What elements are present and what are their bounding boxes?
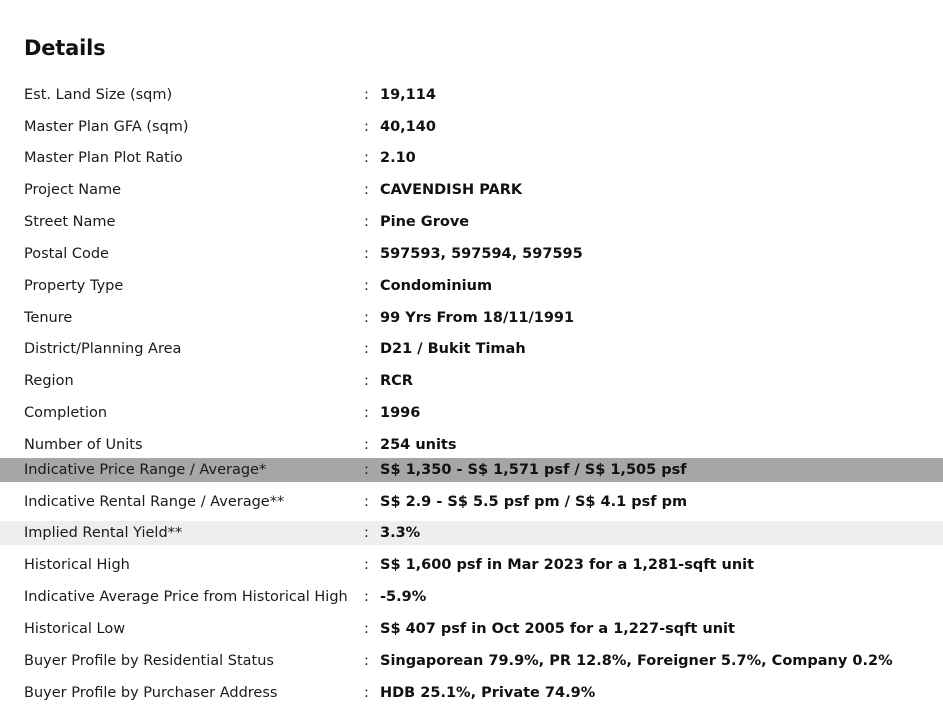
table-row xyxy=(0,585,943,609)
row-separator: : xyxy=(364,182,369,198)
table-row xyxy=(0,649,943,673)
row-separator: : xyxy=(364,685,369,701)
row-separator: : xyxy=(364,525,369,541)
row-value: Condominium xyxy=(380,278,493,294)
row-separator: : xyxy=(364,246,369,262)
row-label: Historical Low xyxy=(24,621,126,637)
table-row xyxy=(0,306,943,330)
row-value: 40,140 xyxy=(380,119,436,135)
table-row xyxy=(0,681,943,705)
row-separator: : xyxy=(364,119,369,135)
row-separator: : xyxy=(364,150,369,166)
row-separator: : xyxy=(364,87,369,103)
row-value: 597593, 597594, 597595 xyxy=(380,246,583,262)
row-label: Number of Units xyxy=(24,437,143,453)
row-value: 1996 xyxy=(380,405,421,421)
table-row xyxy=(0,242,943,266)
row-label: Tenure xyxy=(24,310,73,326)
row-label: Master Plan GFA (sqm) xyxy=(24,119,189,135)
row-value: -5.9% xyxy=(380,589,427,605)
row-separator: : xyxy=(364,310,369,326)
row-label: Postal Code xyxy=(24,246,109,262)
row-label: Street Name xyxy=(24,214,116,230)
row-separator: : xyxy=(364,373,369,389)
table-row xyxy=(0,210,943,234)
row-label: Est. Land Size (sqm) xyxy=(24,87,173,103)
row-label: Indicative Price Range / Average* xyxy=(24,462,267,478)
row-value: D21 / Bukit Timah xyxy=(380,341,526,357)
row-separator: : xyxy=(364,653,369,669)
row-label: Historical High xyxy=(24,557,130,573)
row-separator: : xyxy=(364,494,369,510)
table-row xyxy=(0,553,943,577)
row-value: Singaporean 79.9%, PR 12.8%, Foreigner 5.7%, Company 0.2% xyxy=(380,653,893,669)
table-row xyxy=(0,83,943,107)
row-value: 254 units xyxy=(380,437,457,453)
row-separator: : xyxy=(364,621,369,637)
table-row xyxy=(0,178,943,202)
table-row xyxy=(0,433,943,457)
table-row xyxy=(0,490,943,514)
row-separator: : xyxy=(364,437,369,453)
row-value: 19,114 xyxy=(380,87,436,103)
table-row xyxy=(0,617,943,641)
row-label: Buyer Profile by Residential Status xyxy=(24,653,274,669)
row-label: Region xyxy=(24,373,74,389)
row-label: Indicative Average Price from Historical High xyxy=(24,589,348,605)
table-row xyxy=(0,146,943,170)
row-value: HDB 25.1%, Private 74.9% xyxy=(380,685,596,701)
row-separator: : xyxy=(364,557,369,573)
row-separator: : xyxy=(364,405,369,421)
row-value: S$ 407 psf in Oct 2005 for a 1,227-sqft unit xyxy=(380,621,735,637)
row-label: Indicative Rental Range / Average** xyxy=(24,494,285,510)
row-separator: : xyxy=(364,462,369,478)
table-row-highlighted xyxy=(0,521,943,545)
table-row xyxy=(0,369,943,393)
row-label: Project Name xyxy=(24,182,121,198)
row-value: 3.3% xyxy=(380,525,421,541)
row-value: CAVENDISH PARK xyxy=(380,182,523,198)
table-row xyxy=(0,274,943,298)
row-value: S$ 1,350 - S$ 1,571 psf / S$ 1,505 psf xyxy=(380,462,687,478)
row-label: Implied Rental Yield** xyxy=(24,525,183,541)
row-label: Master Plan Plot Ratio xyxy=(24,150,183,166)
row-label: District/Planning Area xyxy=(24,341,182,357)
table-row-highlighted xyxy=(0,458,943,482)
row-label: Completion xyxy=(24,405,108,421)
row-separator: : xyxy=(364,214,369,230)
table-row xyxy=(0,115,943,139)
row-value: Pine Grove xyxy=(380,214,470,230)
row-separator: : xyxy=(364,589,369,605)
row-value: 99 Yrs From 18/11/1991 xyxy=(380,310,575,326)
row-value: 2.10 xyxy=(380,150,416,166)
row-separator: : xyxy=(364,341,369,357)
row-value: S$ 2.9 - S$ 5.5 psf pm / S$ 4.1 psf pm xyxy=(380,494,688,510)
row-label: Buyer Profile by Purchaser Address xyxy=(24,685,278,701)
row-value: S$ 1,600 psf in Mar 2023 for a 1,281-sqft unit xyxy=(380,557,755,573)
row-value: RCR xyxy=(380,373,413,389)
row-separator: : xyxy=(364,278,369,294)
row-label: Property Type xyxy=(24,278,124,294)
page-title: Details xyxy=(24,36,106,60)
table-row xyxy=(0,337,943,361)
table-row xyxy=(0,401,943,425)
